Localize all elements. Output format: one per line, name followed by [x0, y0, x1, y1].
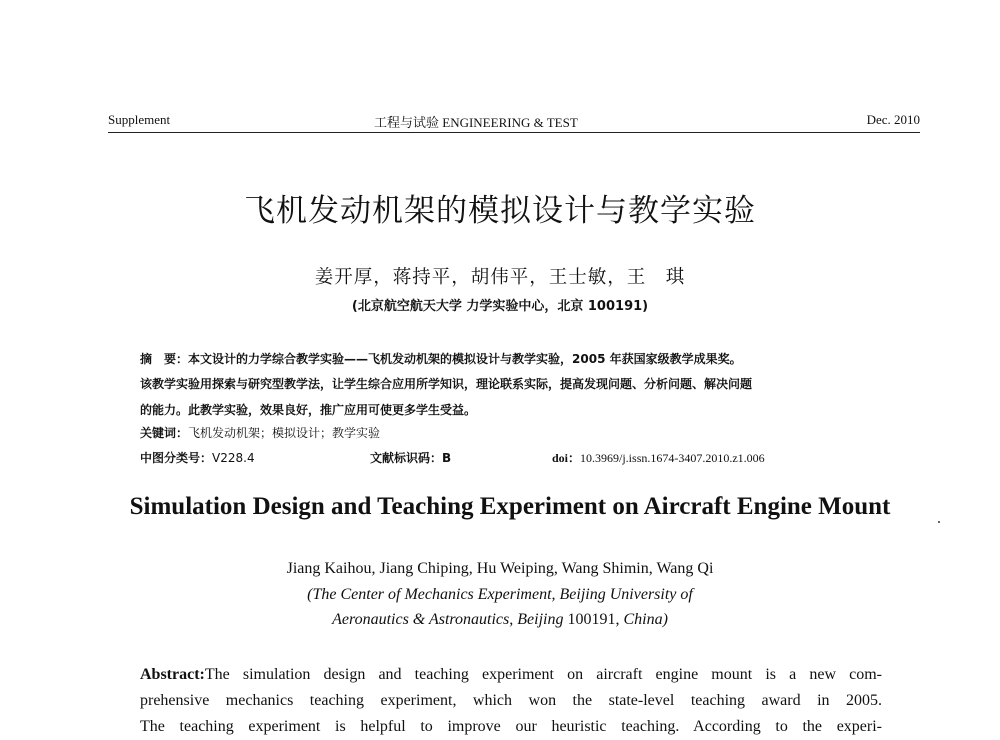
abstract-chinese-line-1	[140, 350, 900, 367]
abstract-english-label: Abstract:	[140, 666, 205, 683]
doi-label: doi：	[552, 451, 581, 465]
keywords-label: 关键词：	[140, 426, 189, 440]
abstract-english-line-3: The teaching experiment is helpful to improve our heuristic teaching. According to the experi-	[140, 718, 882, 735]
classification-value: V228.4	[212, 451, 255, 465]
title-english: Simulation Design and Teaching Experiment on Aircraft Engine Mount	[129, 493, 891, 520]
header-journal: 工程与试验 ENGINEERING & TEST	[374, 115, 578, 130]
classification-number	[140, 449, 255, 466]
affiliation-english-institution: Aeronautics & Astronautics, Beijing	[332, 611, 564, 628]
doi	[552, 449, 765, 466]
document-code-value: B	[442, 451, 452, 465]
abstract-english-line-1	[140, 666, 882, 684]
header-date: Dec. 2010	[866, 112, 920, 127]
affiliation-english-line-2	[0, 611, 1000, 629]
header-supplement: Supplement	[108, 112, 171, 127]
doi-value: 10.3969/j.issn.1674-3407.2010.z1.006	[580, 451, 765, 465]
document-code	[370, 449, 451, 466]
authors-english: Jiang Kaihou, Jiang Chiping, Hu Weiping, Wang Shimin, Wang Qi	[286, 560, 714, 577]
keywords-value: 飞机发动机架；模拟设计；教学实验	[188, 426, 381, 440]
abstract-chinese-text-1: 本文设计的力学综合教学实验——飞机发动机架的模拟设计与教学实验，2005 年获国家级教学成果奖。	[188, 352, 742, 366]
running-header	[108, 108, 920, 133]
keywords-chinese	[140, 424, 900, 441]
title-chinese: 飞机发动机架的模拟设计与教学实验	[244, 193, 756, 229]
abstract-chinese-label: 摘 要：	[140, 352, 189, 366]
abstract-english-text-1: The simulation design and teaching experiment on aircraft engine mount is a new com-	[204, 666, 882, 683]
scan-speck	[938, 521, 940, 523]
abstract-chinese-line-2: 该教学实验用探索与研究型教学法，让学生综合应用所学知识，理论联系实际，提高发现问题、分析问题、解决问题	[140, 377, 753, 391]
affiliation-english-country: China)	[623, 611, 668, 628]
affiliation-english-postcode: 100191,	[567, 611, 620, 628]
abstract-chinese-line-3: 的能力。此教学实验，效果良好，推广应用可使更多学生受益。	[140, 403, 477, 417]
document-code-label: 文献标识码：	[370, 451, 443, 465]
affiliation-chinese: (北京航空航天大学 力学实验中心，北京 100191)	[351, 299, 649, 314]
classification-label: 中图分类号：	[140, 451, 213, 465]
affiliation-english-line-1: (The Center of Mechanics Experiment, Beijing University of	[307, 586, 693, 603]
abstract-english-line-2: prehensive mechanics teaching experiment, which won the state-level teaching award in 2005.	[140, 692, 882, 709]
authors-chinese: 姜开厚，蒋持平，胡伟平，王士敏，王 琪	[314, 267, 686, 288]
